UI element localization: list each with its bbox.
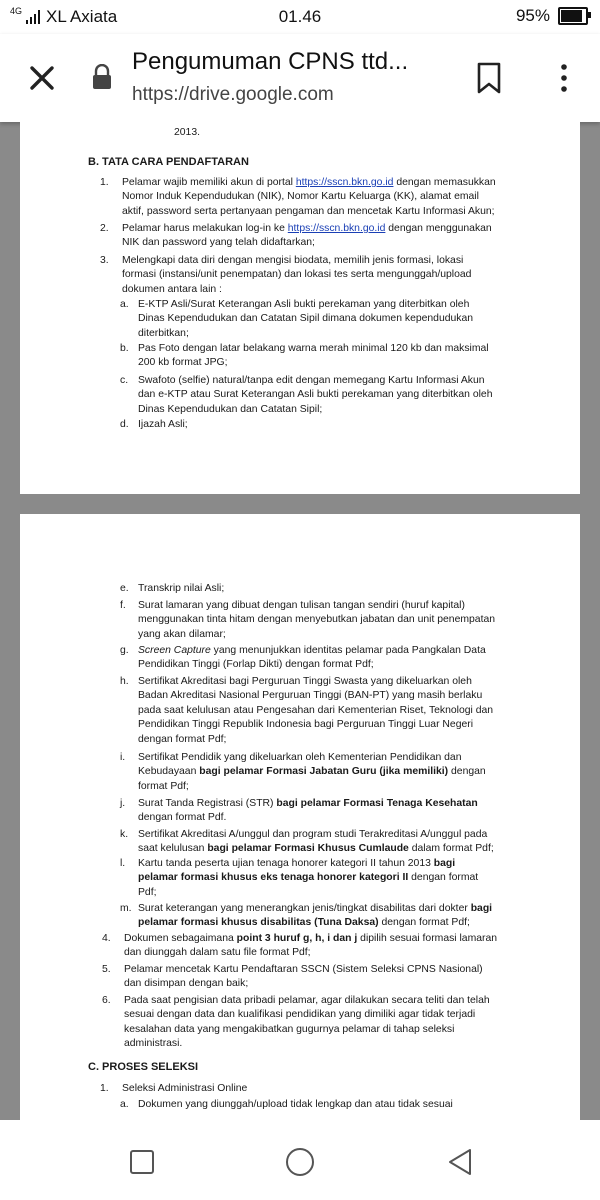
line: Dinas Kependudukan dan Catatan Sipil dimana dokumen kependudukan [138, 313, 474, 325]
sub-letter: e. [120, 583, 129, 594]
text-bold: bagi pelamar Formasi Tenaga Kesehatan [276, 798, 478, 809]
battery-percent: 95% [515, 6, 550, 25]
lock-icon [92, 64, 112, 90]
network-type: 4G [10, 6, 23, 16]
line: kesalahan data yang mengakibatkan gugurnya pelamar di tahap seleksi [124, 1023, 455, 1035]
document-page-1 [20, 122, 580, 494]
line: NIK dan password yang telah didaftarkan; [122, 237, 315, 249]
line: Pendidikan Tinggi (Forlap Dikti) dengan format Pdf; [138, 659, 374, 671]
line: Sertifikat Akreditasi A/unggul dan program studi Terakreditasi A/unggul pada [138, 829, 488, 840]
line: Dinas Kependudukan dan Catatan Sipil; [138, 403, 323, 415]
sub-letter: b. [120, 343, 129, 354]
circle-icon[interactable] [280, 1142, 320, 1182]
item-number: 1. [100, 177, 109, 188]
line: Pdf; [138, 886, 157, 898]
line: aktif, password serta pertanyaan pengaman dan mencetak Kartu Informasi Akun; [122, 205, 495, 217]
line: Pas Foto dengan latar belakang warna merah minimal 120 kb dan maksimal [138, 343, 489, 354]
document-page-2 [20, 514, 580, 1120]
line: menggunakan tinta hitam dengan menyebutkan jabatan dan unit penempatan [138, 614, 496, 626]
text: Surat keterangan yang menerangkan jenis/tingkat disabilitas dari dokter [138, 903, 471, 914]
text: dipilih sesuai formasi lamaran [357, 933, 498, 944]
c-sub-item-a [120, 1098, 540, 1112]
viewer-toolbar [0, 34, 600, 122]
item-5 [102, 963, 542, 992]
sub-item-m [120, 902, 540, 931]
system-nav-bar [0, 1120, 600, 1200]
text-bold: pelamar formasi khusus eks tenaga honorer kategori II [138, 872, 409, 884]
line [122, 222, 540, 236]
sub-letter: j. [120, 798, 126, 809]
text: Kebudayaan [138, 766, 200, 778]
line: E-KTP Asli/Surat Keterangan Asli bukti perekaman yang diterbitkan oleh [138, 299, 470, 310]
text: dalam format Pdf; [408, 843, 494, 855]
bookmark-icon[interactable] [476, 62, 502, 94]
line: 200 kb format JPG; [138, 357, 228, 369]
line [138, 916, 540, 930]
line [122, 176, 540, 190]
line: Pelamar mencetak Kartu Pendaftaran SSCN (Sistem Seleksi CPNS Nasional) [124, 964, 483, 975]
text: Kartu tanda peserta ujian tenaga honorer kategori II tahun 2013 [138, 858, 434, 869]
line: yang akan dilamar; [138, 628, 226, 640]
line: Badan Akreditasi Nasional Perguruan Tinggi (BAN-PT) yang masih berlaku [138, 690, 483, 702]
top-fragment: 2013. [174, 127, 201, 138]
item-number: 3. [100, 255, 109, 266]
text-bold: bagi [433, 858, 456, 869]
sub-letter: m. [120, 903, 132, 914]
line: Ijazah Asli; [138, 419, 188, 430]
item-6 [102, 994, 542, 1052]
section-b-heading: B. TATA CARA PENDAFTARAN [88, 156, 249, 168]
text: dengan menggunakan [385, 223, 492, 234]
line: Nomor Induk Kependudukan (NIK), Nomor Kartu Keluarga (KK), alamat email [122, 191, 479, 203]
sub-item-h [120, 675, 540, 747]
line: administrasi. [124, 1038, 183, 1050]
line: Sertifikat Pendidik yang dikeluarkan oleh Kementerian Pendidikan dan [138, 752, 462, 763]
item-number: 5. [102, 964, 111, 975]
line: dokumen antara lain : [122, 283, 222, 295]
text: Pelamar harus melakukan log-in ke [122, 223, 288, 234]
text-bold: point 3 huruf g, h, i dan j [236, 933, 358, 944]
line: dan diunggah dalam satu file format Pdf; [124, 947, 311, 959]
line [138, 871, 540, 885]
carrier-name: XL Axiata [46, 7, 118, 26]
sub-item-f [120, 599, 540, 642]
line [138, 842, 540, 856]
sub-item-c [120, 374, 540, 417]
text: Dokumen sebagaimana [124, 933, 237, 944]
sub-item-l [120, 857, 540, 900]
sub-item-k [120, 828, 540, 857]
sub-letter: a. [120, 299, 129, 310]
line: Surat lamaran yang dibuat dengan tulisan tangan sendiri (huruf kapital) [138, 600, 465, 611]
text-bold: pelamar formasi khusus disabilitas (Tuna Daksa) [138, 917, 379, 929]
text: yang menunjukkan identitas pelamar pada Pangkalan Data [210, 645, 486, 656]
close-icon[interactable] [24, 60, 60, 96]
text: dengan format Pdf; [378, 917, 470, 929]
item-number: 2. [100, 223, 109, 234]
more-vert-icon[interactable] [554, 60, 574, 96]
sub-letter: a. [120, 1099, 129, 1110]
line: dengan format Pdf. [138, 812, 227, 824]
text-bold: bagi pelamar Formasi Jabatan Guru (jika memiliki) [199, 766, 449, 778]
line: pada saat kelulusan atau Pengesahan dari Kementerian Riset, Teknologi dan [138, 704, 494, 716]
text: Pelamar wajib memiliki akun di portal [122, 177, 296, 188]
line: sesuai dengan data dan kualifikasi pendidikan yang dimiliki agar tidak terjadi [124, 1009, 476, 1021]
sub-item-d [120, 418, 540, 432]
line: dengan format Pdf; [138, 733, 227, 745]
line [138, 857, 540, 871]
text-italic: Screen Capture [138, 645, 211, 656]
clock: 01.46 [278, 7, 322, 26]
item-2 [100, 222, 540, 251]
line: Seleksi Administrasi Online [122, 1083, 248, 1094]
sub-item-e [120, 582, 540, 596]
triangle-back-icon[interactable] [440, 1142, 480, 1182]
item-number: 6. [102, 995, 111, 1006]
item-number: 4. [102, 933, 111, 944]
sub-item-g [120, 644, 540, 673]
document-url: https://drive.google.com [132, 84, 334, 105]
line [124, 932, 542, 946]
sub-letter: k. [120, 829, 129, 840]
line [138, 902, 540, 916]
text: saat kelulusan [138, 843, 208, 855]
line: Swafoto (selfie) natural/tanpa edit dengan memegang Kartu Informasi Akun [138, 375, 485, 386]
line: Pada saat pengisian data pribadi pelamar, agar dilakukan secara teliti dan telah [124, 995, 490, 1006]
sub-item-j [120, 797, 540, 826]
portal-link[interactable]: https://sscn.bkn.go.id [295, 177, 394, 188]
line: formasi (instansi/unit penempatan) dan lokasi tes serta mengunggah/upload [122, 269, 472, 281]
line: Pendidikan Tinggi Republik Indonesia bagi Perguruan Tinggi Luar Negeri [138, 719, 474, 731]
battery-icon [558, 7, 588, 25]
item-number: 1. [100, 1083, 109, 1094]
line: dan disimpan dengan baik; [124, 978, 249, 990]
sub-letter: i. [120, 752, 126, 763]
sub-letter: g. [120, 645, 129, 656]
text: dengan [448, 766, 486, 778]
line [138, 765, 540, 779]
line: Melengkapi data diri dengan mengisi biodata, memilih jenis formasi, lokasi [122, 255, 464, 266]
sub-item-b [120, 342, 540, 371]
item-1 [100, 176, 540, 219]
sub-letter: c. [120, 375, 129, 386]
status-bar [0, 0, 600, 34]
sub-item-i [120, 751, 540, 794]
battery-fill [561, 10, 582, 22]
sub-letter: d. [120, 419, 129, 430]
line: Dokumen yang diunggah/upload tidak lengkap dan atau tidak sesuai [138, 1099, 453, 1110]
item-3 [100, 254, 540, 297]
line: format Pdf; [138, 780, 189, 792]
sub-letter: l. [120, 858, 126, 869]
sub-letter: h. [120, 676, 129, 687]
section-c-heading: C. PROSES SELEKSI [88, 1061, 199, 1073]
text: Surat Tanda Registrasi (STR) [138, 798, 277, 809]
text: dengan format [408, 872, 479, 884]
text-bold: bagi [470, 903, 493, 914]
text-bold: bagi pelamar Formasi Khusus Cumlaude [207, 843, 409, 855]
line [138, 644, 540, 658]
item-4 [102, 932, 542, 961]
sub-letter: f. [120, 600, 126, 611]
line: dan e-KTP atau Surat Keterangan Asli bukti perekaman yang diterbitkan oleh [138, 389, 493, 401]
line: diterbitkan; [138, 327, 189, 339]
sub-item-a [120, 298, 540, 341]
line [138, 797, 540, 811]
line: Sertifikat Akreditasi bagi Perguruan Tinggi Swasta yang dikeluarkan oleh [138, 676, 472, 687]
login-link[interactable]: https://sscn.bkn.go.id [287, 223, 386, 234]
c-item-1 [100, 1082, 540, 1096]
text: dengan memasukkan [393, 177, 496, 188]
square-icon[interactable] [122, 1142, 162, 1182]
document-title: Pengumuman CPNS ttd... [132, 48, 409, 75]
line: Transkrip nilai Asli; [138, 583, 225, 594]
status-right [516, 6, 588, 26]
